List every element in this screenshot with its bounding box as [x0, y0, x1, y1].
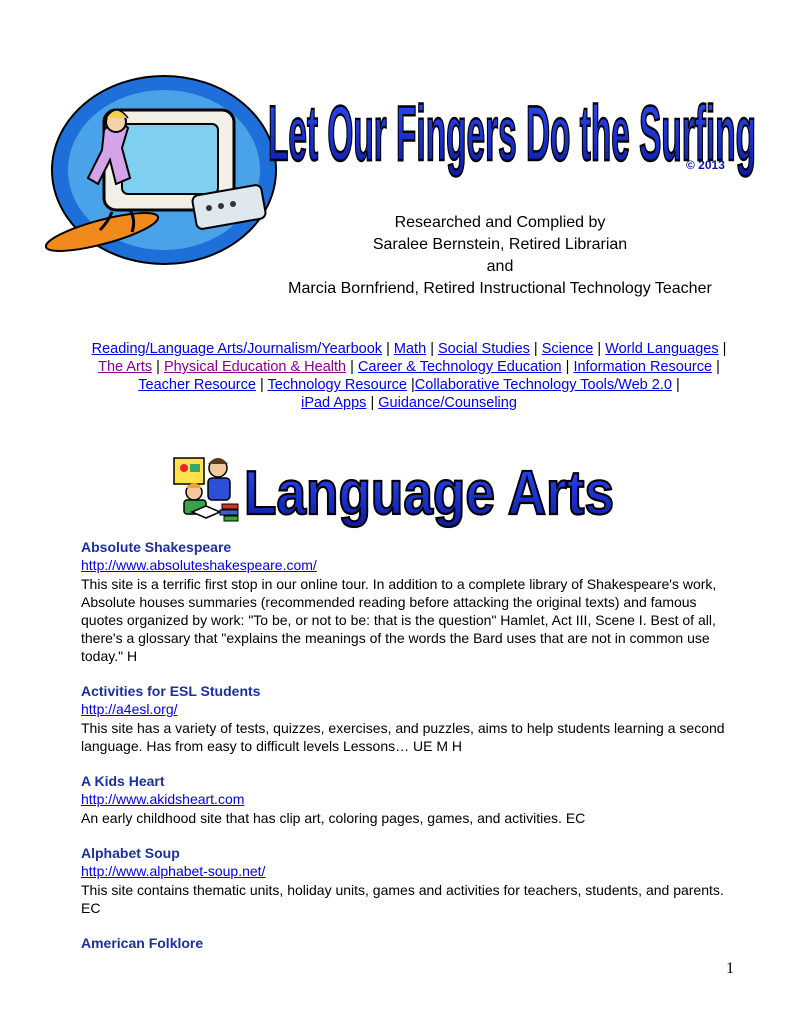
nav-link-guidance-counseling[interactable]: Guidance/Counseling	[378, 395, 517, 411]
resource-list	[81, 538, 741, 969]
credits-line-1: Researched and Complied by	[394, 214, 606, 231]
entry-link[interactable]: http://www.absoluteshakespeare.com/	[81, 557, 317, 573]
credits-line-3: and	[486, 258, 514, 275]
nav-link-technology-resource[interactable]: Technology Resource	[267, 377, 407, 393]
nav-link-the-arts[interactable]: The Arts	[98, 359, 153, 375]
entry-title: American Folklore	[81, 935, 204, 951]
nav-separator: |	[350, 359, 354, 375]
resource-entry	[81, 772, 741, 827]
entry-title: Alphabet Soup	[81, 845, 180, 861]
entry-description: An early childhood site that has clip art, coloring pages, games, and activities. EC	[81, 810, 586, 826]
nav-separator: |	[386, 341, 390, 357]
nav-separator: |	[722, 341, 727, 357]
section-title: Language Arts	[244, 459, 614, 528]
resource-entry	[81, 682, 741, 755]
page-number: 1	[726, 960, 734, 977]
credits-line-2: Saralee Bernstein, Retired Librarian	[372, 236, 628, 253]
nav-link-collaborative-technology[interactable]: Collaborative Technology Tools/Web 2.0	[414, 377, 672, 393]
nav-separator: |	[430, 341, 434, 357]
banner-title	[262, 62, 762, 202]
resource-entry	[81, 844, 741, 917]
surfer-computer-clipart	[44, 70, 284, 270]
entry-title: A Kids Heart	[81, 773, 165, 789]
nav-link-reading[interactable]: Reading/Language Arts/Journalism/Yearbook	[91, 341, 383, 357]
entry-link[interactable]: http://www.akidsheart.com	[81, 791, 245, 807]
entry-link[interactable]: http://a4esl.org/	[81, 701, 178, 717]
nav-separator: |	[533, 341, 538, 357]
nav-separator: |	[675, 377, 680, 393]
subject-nav	[84, 340, 734, 412]
entry-title: Absolute Shakespeare	[81, 539, 232, 555]
nav-separator: |	[597, 341, 602, 357]
nav-link-teacher-resource[interactable]: Teacher Resource	[138, 377, 256, 393]
kids-reading-clipart	[172, 454, 242, 522]
nav-separator: |	[565, 359, 570, 375]
credits-block	[250, 212, 750, 300]
nav-link-world-languages[interactable]: World Languages	[605, 341, 719, 357]
entry-description: This site has a variety of tests, quizzes, exercises, and puzzles, aims to help students learning a second language. Has from easy to difficult levels Lessons… UE M H	[81, 720, 725, 754]
nav-link-science[interactable]: Science	[541, 341, 594, 357]
nav-link-ipad-apps[interactable]: iPad Apps	[301, 395, 367, 411]
credits-line-4: Marcia Bornfriend, Retired Instructional Technology Teacher	[288, 280, 712, 297]
section-banner	[240, 452, 620, 528]
nav-link-math[interactable]: Math	[393, 341, 427, 357]
entry-description: This site is a terrific first stop in our online tour. In addition to a complete library of Shakespeare's work, Absolute houses summaries (recommended reading before attacking the original texts) and famous quotes organized by work: "To be, or not to be: that is the question" Hamlet, Act III, Scene I. Best of all, there's a glossary that "explains the meanings of the words the Bard uses that are not in common use today." H	[81, 576, 717, 664]
banner-title-text: Let Our Fingers Do the Surfing	[268, 89, 756, 177]
resource-entry	[81, 934, 741, 952]
nav-separator: |	[259, 377, 264, 393]
nav-separator: |	[370, 395, 375, 411]
entry-title: Activities for ESL Students	[81, 683, 261, 699]
nav-link-career-technology[interactable]: Career & Technology Education	[357, 359, 562, 375]
nav-separator: |	[156, 359, 160, 375]
nav-link-social-studies[interactable]: Social Studies	[438, 341, 530, 357]
nav-link-information-resource[interactable]: Information Resource	[573, 359, 713, 375]
resource-entry	[81, 538, 741, 665]
nav-separator: |	[716, 359, 720, 375]
copyright-notice: © 2013	[686, 158, 725, 172]
nav-separator: |	[411, 377, 415, 393]
entry-link[interactable]: http://www.alphabet-soup.net/	[81, 863, 266, 879]
entry-description: This site contains thematic units, holiday units, games and activities for teachers, students, and parents. EC	[81, 882, 724, 916]
nav-link-physical-education[interactable]: Physical Education & Health	[163, 359, 347, 375]
